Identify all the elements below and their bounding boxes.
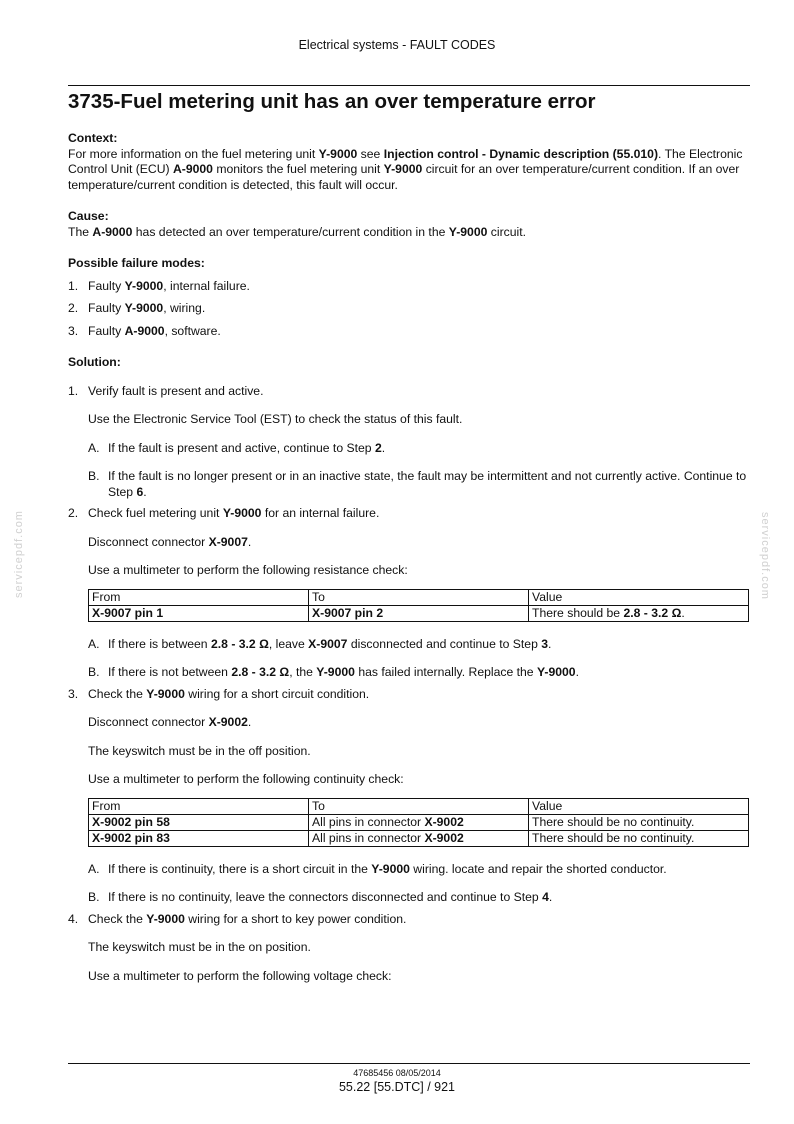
item-number: 2. bbox=[68, 301, 79, 315]
sub-step-a bbox=[68, 441, 750, 457]
text: . bbox=[681, 605, 685, 620]
page-title: 3735-Fuel metering unit has an over temperature error bbox=[68, 90, 596, 113]
text: disconnected and continue to Step bbox=[347, 636, 542, 651]
text: If there is no continuity, leave the connectors disconnected and continue to Step bbox=[108, 890, 543, 904]
sub-step-b bbox=[68, 665, 750, 681]
item-number: 1. bbox=[68, 278, 79, 293]
text: Check fuel metering unit bbox=[88, 506, 223, 520]
cause-section bbox=[68, 209, 750, 240]
step-ref: 6 bbox=[136, 484, 144, 499]
text: . bbox=[381, 440, 386, 455]
step-paragraph: The keyswitch must be in the off position. bbox=[88, 743, 311, 758]
text: for an internal failure. bbox=[261, 506, 380, 520]
sub-step-b bbox=[68, 890, 750, 906]
table-cell bbox=[309, 814, 529, 830]
text: All pins in connector bbox=[312, 814, 425, 829]
connector-ref: X-9002 bbox=[424, 814, 464, 829]
component-ref: Y-9000 bbox=[318, 146, 358, 161]
component-ref: Y-9000 bbox=[371, 861, 410, 876]
step-number: 3. bbox=[68, 686, 79, 701]
text: Check the bbox=[88, 911, 147, 926]
cause-heading: Cause: bbox=[68, 209, 109, 223]
component-ref: Y-9000 bbox=[383, 162, 423, 176]
text: circuit. bbox=[487, 224, 527, 239]
solution-step-3 bbox=[68, 687, 750, 703]
text: . bbox=[247, 715, 252, 729]
sub-step-b bbox=[68, 469, 750, 500]
text: If the fault is present and active, continue to Step bbox=[108, 440, 375, 455]
table-cell bbox=[309, 830, 529, 846]
column-header: From bbox=[89, 589, 309, 605]
step-paragraph bbox=[68, 715, 750, 731]
table-cell: X-9002 pin 83 bbox=[89, 830, 309, 846]
component-ref: Y-9000 bbox=[146, 686, 185, 701]
text: . bbox=[247, 534, 252, 549]
text: see bbox=[357, 146, 384, 161]
context-heading: Context: bbox=[68, 131, 118, 145]
text: Disconnect connector bbox=[88, 715, 209, 729]
table-row bbox=[89, 814, 749, 830]
doc-reference: Injection control - Dynamic description (55.010) bbox=[383, 146, 659, 161]
component-ref: A-9000 bbox=[92, 224, 133, 239]
solution-heading: Solution: bbox=[68, 355, 121, 369]
component-ref: Y-9000 bbox=[146, 911, 185, 926]
table-cell: There should be no continuity. bbox=[529, 814, 749, 830]
failure-modes-heading: Possible failure modes: bbox=[68, 256, 205, 270]
text: For more information on the fuel metering unit bbox=[68, 146, 319, 161]
step-number: 2. bbox=[68, 506, 79, 520]
text: . bbox=[548, 890, 553, 904]
step-ref: 2 bbox=[374, 440, 382, 455]
step-paragraph: Use a multimeter to perform the following continuity check: bbox=[88, 772, 404, 786]
list-item bbox=[68, 279, 750, 295]
text: If there is not between bbox=[108, 665, 232, 679]
connector-ref: X-9007 bbox=[308, 636, 348, 651]
table-cell bbox=[529, 605, 749, 621]
list-item bbox=[68, 324, 750, 340]
text: All pins in connector bbox=[312, 830, 425, 845]
resistance-check-table bbox=[88, 589, 749, 622]
solution-step-1 bbox=[68, 384, 750, 400]
text: There should be bbox=[532, 605, 624, 620]
header-rule bbox=[68, 85, 750, 86]
page-header: Electrical systems - FAULT CODES bbox=[298, 38, 496, 52]
text: Faulty bbox=[88, 323, 125, 338]
solution-section bbox=[68, 355, 750, 984]
component-ref: Y-9000 bbox=[124, 278, 164, 293]
connector-ref: X-9002 bbox=[424, 830, 464, 845]
value-range: 2.8 - 3.2 Ω bbox=[623, 605, 682, 620]
text: . bbox=[143, 484, 147, 499]
step-text: Verify fault is present and active. bbox=[88, 383, 264, 398]
text: The bbox=[68, 224, 93, 239]
component-ref: Y-9000 bbox=[124, 301, 164, 315]
text: , the bbox=[289, 665, 317, 679]
connector-ref: X-9002 bbox=[208, 715, 248, 729]
text: Disconnect connector bbox=[88, 534, 209, 549]
text: , software. bbox=[164, 323, 221, 338]
sub-step-a bbox=[68, 862, 750, 878]
watermark-right: servicepdf.com bbox=[759, 512, 771, 600]
solution-step-2 bbox=[68, 506, 750, 522]
column-header: From bbox=[89, 798, 309, 814]
sub-step-letter: A. bbox=[88, 861, 100, 876]
context-section bbox=[68, 131, 750, 193]
component-ref: Y-9000 bbox=[448, 224, 488, 239]
text: Check the bbox=[88, 686, 147, 701]
text: wiring for a short circuit condition. bbox=[184, 686, 370, 701]
text: has failed internally. Replace the bbox=[354, 665, 537, 679]
text: Faulty bbox=[88, 301, 125, 315]
table-cell: There should be no continuity. bbox=[529, 830, 749, 846]
item-number: 3. bbox=[68, 323, 79, 338]
document-body bbox=[68, 131, 750, 984]
step-ref: 3 bbox=[541, 636, 549, 651]
column-header: To bbox=[309, 589, 529, 605]
step-paragraph: The keyswitch must be in the on position. bbox=[88, 940, 311, 954]
text: , internal failure. bbox=[163, 278, 250, 293]
text: has detected an over temperature/current condition in the bbox=[132, 224, 449, 239]
failure-modes-section bbox=[68, 256, 750, 339]
text: wiring for a short to key power condition. bbox=[184, 911, 407, 926]
table-header-row bbox=[89, 798, 749, 814]
text: . bbox=[575, 665, 579, 679]
component-ref: A-9000 bbox=[124, 323, 165, 338]
sub-step-letter: B. bbox=[88, 890, 100, 904]
page-number: 55.22 [55.DTC] / 921 bbox=[338, 1080, 456, 1094]
text: Faulty bbox=[88, 278, 125, 293]
list-item bbox=[68, 301, 750, 317]
table-header-row bbox=[89, 589, 749, 605]
text: monitors the fuel metering unit bbox=[212, 162, 384, 176]
sub-step-a bbox=[68, 637, 750, 653]
continuity-check-table bbox=[88, 798, 749, 847]
table-cell: X-9002 pin 58 bbox=[89, 814, 309, 830]
text: . bbox=[548, 636, 552, 651]
context-text bbox=[68, 147, 750, 194]
text: , wiring. bbox=[163, 301, 206, 315]
connector-ref: X-9007 bbox=[208, 534, 248, 549]
column-header: To bbox=[309, 798, 529, 814]
text: If the fault is no longer present or in an inactive state, the fault may be intermittent and not currently active. Continue to Step bbox=[108, 469, 747, 499]
step-paragraph: Use the Electronic Service Tool (EST) to check the status of this fault. bbox=[88, 412, 463, 426]
solution-step-4 bbox=[68, 912, 750, 928]
step-number: 1. bbox=[68, 383, 79, 398]
text: circuit for an over temperature/current condition. If an over temperature/current condition is detected, this fault will occur. bbox=[68, 162, 740, 192]
step-ref: 4 bbox=[542, 890, 549, 904]
text: If there is between bbox=[108, 636, 211, 651]
sub-step-letter: B. bbox=[88, 469, 100, 483]
text: . The Electronic Control Unit (ECU) bbox=[68, 146, 743, 176]
footer-rule bbox=[68, 1063, 750, 1064]
column-header: Value bbox=[529, 798, 749, 814]
value-range: 2.8 - 3.2 Ω bbox=[210, 636, 269, 651]
step-paragraph: Use a multimeter to perform the following voltage check: bbox=[88, 968, 392, 983]
sub-step-letter: B. bbox=[88, 665, 100, 679]
document-id: 47685456 08/05/2014 bbox=[353, 1068, 441, 1078]
component-ref: A-9000 bbox=[172, 162, 213, 176]
sub-step-letter: A. bbox=[88, 440, 100, 455]
column-header: Value bbox=[529, 589, 749, 605]
step-paragraph bbox=[68, 535, 750, 551]
table-cell: X-9007 pin 1 bbox=[89, 605, 309, 621]
text: If there is continuity, there is a short circuit in the bbox=[108, 861, 372, 876]
table-cell: X-9007 pin 2 bbox=[309, 605, 529, 621]
component-ref: Y-9000 bbox=[536, 665, 576, 679]
watermark-left: servicepdf.com bbox=[13, 510, 25, 598]
step-paragraph: Use a multimeter to perform the following resistance check: bbox=[88, 563, 408, 577]
text: wiring. locate and repair the shorted conductor. bbox=[409, 861, 667, 876]
value-range: 2.8 - 3.2 Ω bbox=[231, 665, 290, 679]
table-row bbox=[89, 605, 749, 621]
text: , leave bbox=[268, 636, 309, 651]
table-row bbox=[89, 830, 749, 846]
component-ref: Y-9000 bbox=[316, 665, 355, 679]
component-ref: Y-9000 bbox=[222, 506, 262, 520]
step-number: 4. bbox=[68, 911, 79, 926]
cause-text bbox=[68, 225, 750, 241]
sub-step-letter: A. bbox=[88, 636, 100, 651]
